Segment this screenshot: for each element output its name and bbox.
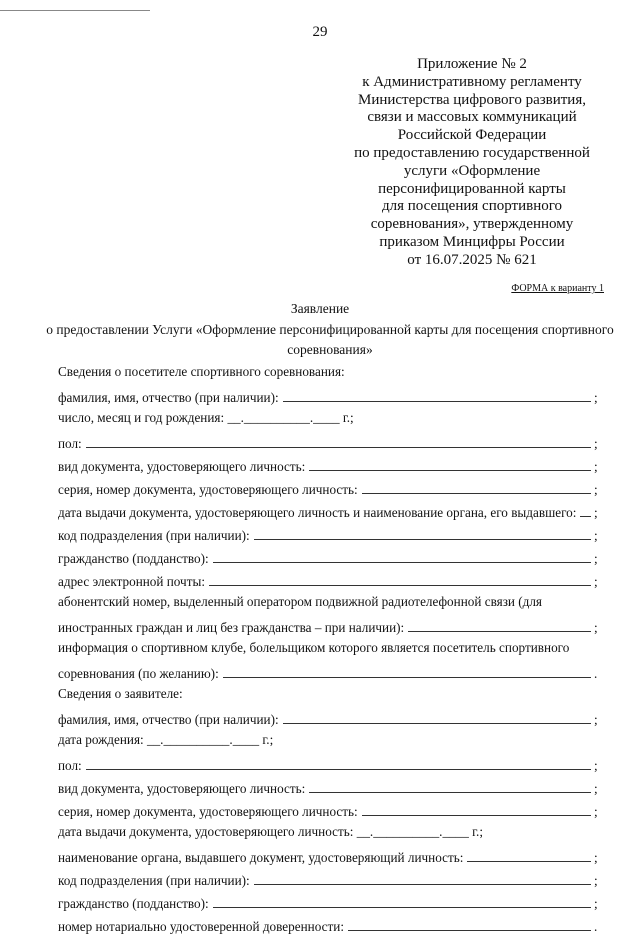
applicant-doc-date-row[interactable]: дата выдачи документа, удостоверяющего личность: __.__________.____ г.;: [58, 824, 484, 839]
visitor-section-heading: Сведения о посетителе спортивного соревнования:: [58, 364, 345, 379]
applicant-doc-org-field[interactable]: [467, 847, 591, 862]
visitor-dept-code-row: [58, 521, 602, 544]
field-label: код подразделения (при наличии):: [58, 873, 250, 888]
field-terminator: .: [594, 666, 598, 681]
field-label: фамилия, имя, отчество (при наличии):: [58, 390, 279, 405]
appendix-line: от 16.07.2025 № 621: [407, 251, 537, 268]
field-label: адрес электронной почты:: [58, 574, 205, 589]
field-terminator: ;: [594, 436, 598, 451]
field-terminator: ;: [594, 758, 598, 773]
applicant-poa-row: [58, 912, 602, 935]
appendix-line: персонифицированной карты: [378, 180, 566, 197]
visitor-phone-row: [58, 613, 602, 636]
visitor-birth-row[interactable]: число, месяц и год рождения: __.__________.____ г.;: [58, 410, 354, 425]
field-label: соревнования (по желанию):: [58, 666, 219, 681]
visitor-sex-row: [58, 429, 602, 452]
applicant-fio-row: [58, 705, 602, 728]
field-label: вид документа, удостоверяющего личность:: [58, 459, 306, 474]
field-label: серия, номер документа, удостоверяющего личность:: [58, 804, 358, 819]
applicant-sex-row: [58, 751, 602, 774]
field-label: гражданство (подданство):: [58, 896, 209, 911]
top-rule: [0, 10, 150, 11]
field-terminator: ;: [594, 390, 598, 405]
applicant-fio-field[interactable]: [283, 709, 591, 724]
field-label: наименование органа, выдавшего документ, удостоверяющий личность:: [58, 850, 464, 865]
appendix-line: Приложение № 2: [417, 56, 527, 72]
visitor-dept-code-field[interactable]: [254, 525, 591, 540]
field-terminator: .: [594, 919, 598, 934]
visitor-phone-label: абонентский номер, выделенный оператором подвижной радиотелефонной связи (для: [58, 594, 543, 609]
visitor-citizenship-field[interactable]: [213, 548, 591, 563]
form-variant-note: ФОРМА к варианту 1: [511, 283, 604, 294]
application-form: [58, 360, 602, 935]
visitor-club-row: [58, 659, 602, 682]
visitor-club-field[interactable]: [223, 663, 591, 678]
appendix-block: [342, 56, 602, 270]
visitor-doc-number-row: [58, 475, 602, 498]
visitor-club-label: информация о спортивном клубе, болельщиком которого является посетитель спортивного: [58, 640, 570, 655]
applicant-birth-row[interactable]: дата рождения: __.__________.____ г.;: [58, 732, 274, 747]
visitor-email-row: [58, 567, 602, 590]
visitor-citizenship-row: [58, 544, 602, 567]
field-terminator: ;: [594, 459, 598, 474]
field-terminator: ;: [594, 505, 598, 520]
visitor-doc-issue-row: [58, 498, 602, 521]
appendix-line: по предоставлению государственной: [354, 144, 590, 161]
applicant-doc-number-field[interactable]: [362, 801, 591, 816]
appendix-line: услуги «Оформление: [403, 162, 541, 179]
appendix-line: соревнования», утвержденному: [370, 216, 574, 233]
field-terminator: ;: [594, 574, 598, 589]
applicant-dept-code-row: [58, 866, 602, 889]
visitor-doc-type-row: [58, 452, 602, 475]
applicant-doc-number-row: [58, 797, 602, 820]
visitor-doc-issue-field[interactable]: [580, 502, 591, 517]
field-terminator: ;: [594, 712, 598, 727]
appendix-line: Российской Федерации: [397, 127, 547, 144]
applicant-citizenship-row: [58, 889, 602, 912]
visitor-doc-number-field[interactable]: [362, 479, 591, 494]
field-label: фамилия, имя, отчество (при наличии):: [58, 712, 279, 727]
field-label: серия, номер документа, удостоверяющего личность:: [58, 482, 358, 497]
field-terminator: ;: [594, 850, 598, 865]
applicant-section-heading: Сведения о заявителе:: [58, 686, 183, 701]
field-label: пол:: [58, 436, 82, 451]
applicant-sex-field[interactable]: [86, 755, 591, 770]
applicant-citizenship-field[interactable]: [213, 893, 591, 908]
document-title: Заявление: [290, 301, 350, 316]
field-label: иностранных граждан и лиц без гражданства – при наличии):: [58, 620, 405, 635]
field-terminator: ;: [594, 482, 598, 497]
page-number: 29: [312, 24, 328, 40]
field-label: гражданство (подданство):: [58, 551, 209, 566]
visitor-phone-field[interactable]: [408, 617, 591, 632]
field-label: пол:: [58, 758, 82, 773]
visitor-fio-field[interactable]: [283, 387, 591, 402]
applicant-doc-type-row: [58, 774, 602, 797]
field-terminator: ;: [594, 896, 598, 911]
field-terminator: ;: [594, 551, 598, 566]
appendix-line: к Административному регламенту: [362, 73, 582, 90]
field-terminator: ;: [594, 873, 598, 888]
applicant-dept-code-field[interactable]: [254, 870, 591, 885]
visitor-doc-type-field[interactable]: [309, 456, 591, 471]
document-subtitle: о предоставлении Услуги «Оформление персонифицированной карты для посещения спортивного соревнования»: [46, 322, 614, 357]
appendix-line: Министерства цифрового развития,: [357, 91, 586, 108]
visitor-sex-field[interactable]: [86, 433, 591, 448]
applicant-doc-org-row: [58, 843, 602, 866]
field-label: код подразделения (при наличии):: [58, 528, 250, 543]
field-terminator: ;: [594, 781, 598, 796]
field-terminator: ;: [594, 804, 598, 819]
field-label: дата выдачи документа, удостоверяющего личность и наименование органа, его выдавшего:: [58, 505, 577, 520]
appendix-line: связи и массовых коммуникаций: [367, 109, 577, 126]
visitor-fio-row: [58, 383, 602, 406]
field-terminator: ;: [594, 620, 598, 635]
visitor-email-field[interactable]: [209, 571, 591, 586]
applicant-doc-type-field[interactable]: [309, 778, 591, 793]
appendix-line: для посещения спортивного: [381, 198, 563, 215]
field-label: вид документа, удостоверяющего личность:: [58, 781, 306, 796]
field-terminator: ;: [594, 528, 598, 543]
field-label: номер нотариально удостоверенной доверенности:: [58, 919, 344, 934]
applicant-poa-field[interactable]: [348, 916, 591, 931]
appendix-line: приказом Минцифры России: [379, 233, 565, 250]
